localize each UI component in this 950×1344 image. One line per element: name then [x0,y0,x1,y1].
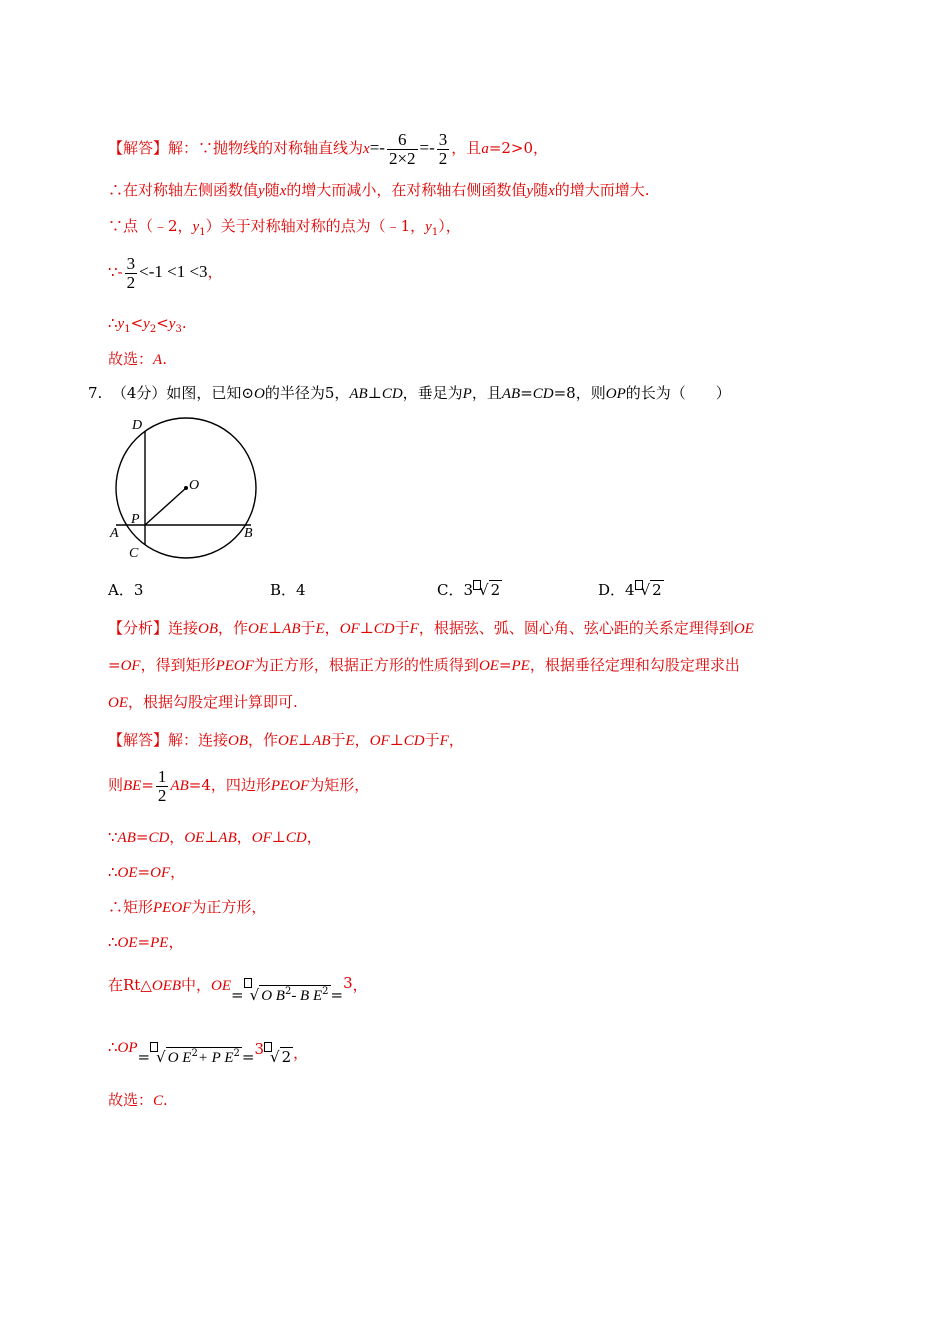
equals: =- [419,138,435,157]
equals: = [135,828,149,846]
subscript: 1 [199,227,206,238]
text: 为正方形， [191,898,267,916]
option-b[interactable] [270,580,306,600]
coefficient: 3 [254,1040,264,1058]
var-y: y [258,183,265,199]
numerator: 3 [126,253,136,273]
question-number: 7. [88,384,103,402]
equals: = [241,1048,255,1066]
var: AB [117,830,136,846]
analysis-tag: 【分析】 [108,619,169,637]
var-y: y [192,219,200,235]
term: - B E [291,988,323,1004]
text: 随 [533,181,549,199]
var: AB [218,830,237,846]
var: CD [285,830,307,846]
text: 于 [424,731,440,749]
analysis-line-1 [108,618,754,639]
option-value: 4 [296,581,306,599]
text: ，根据弦、弧、圆心角、弦心距的关系定理得到 [418,619,734,637]
var: E [315,621,325,637]
answer-tag: 【解答】 [108,731,169,749]
text: ， [293,1044,309,1062]
solution-line-7 [108,968,368,1004]
var: AB [282,621,301,637]
radicand [259,985,330,1004]
analysis-line-2 [108,655,740,676]
equals: = [141,776,154,794]
text: ，得到矩形 [140,656,216,674]
circle-figure [105,412,265,562]
var-y: y [168,316,176,332]
subscript: 1 [431,227,439,238]
solution-line-4 [108,862,185,883]
denominator: 2 [157,785,167,805]
text: 解：∵抛物线的对称轴直线为 [168,139,364,157]
radicand: 2 [490,581,501,599]
text: 中， [181,976,212,994]
sqrt-expression-op [138,1048,255,1066]
var: F [439,733,449,749]
solution-line-symmetric-point [108,216,461,243]
equals: = [137,863,151,881]
segment-op [145,488,186,525]
var-x: x [548,183,555,199]
analysis-line-3 [108,692,298,713]
var: OE [117,935,138,951]
equals: = [498,656,512,674]
text: ∴ [108,933,118,951]
text: . [163,1091,168,1109]
solution-line-monotonic [108,180,650,201]
answer-tag: 【解答】 [108,139,169,157]
text: 连接 [168,619,199,637]
subscript: 3 [175,324,182,335]
text: 为正方形，根据正方形的性质得到 [253,656,479,674]
text: ）关于对称轴对称的点为（﹣1， [205,217,426,235]
var: OP [117,1040,138,1056]
text: ，且 [471,384,502,402]
var: PEOF [153,900,192,916]
option-d[interactable] [598,580,664,600]
option-value: 3 [133,581,144,599]
coefficient: 3 [463,581,474,599]
equals: = [520,384,533,402]
less-than: < [156,314,169,332]
text: ，且 [451,139,482,157]
solution-line-1 [108,730,464,751]
var: PE [511,658,530,674]
option-label: B． [270,581,297,599]
text: 在Rt△ [108,976,152,994]
var: F [409,621,419,637]
equals: = [231,986,244,1004]
var: CD [532,386,554,402]
sqrt-expression-oe [231,986,343,1004]
var: OF [251,830,272,846]
text: ， [324,619,340,637]
perp: ⊥ [389,731,404,749]
option-label: A． [108,581,134,599]
equals: = [108,656,121,674]
radical-sign: √ [479,581,489,599]
label-d: D [132,418,143,433]
subscript: 2 [149,324,157,335]
fraction-3-over-2 [437,131,450,168]
label-o: O [189,478,200,493]
solution-line-8 [108,1032,308,1068]
fraction-6-over-4 [387,131,418,168]
text: ，作 [248,731,279,749]
text: 随 [264,181,280,199]
perp: ⊥ [271,828,286,846]
perp: ⊥ [367,384,382,402]
var: OP [605,386,626,402]
text: ， [169,828,185,846]
option-c[interactable] [437,580,502,600]
fraction-3-over-2 [125,255,138,292]
var: OE [211,978,232,994]
numerator: 3 [438,129,448,149]
radical-sign: √ [270,1048,280,1066]
var-y: y [117,316,125,332]
text: ∵点（﹣2， [108,217,193,235]
final-answer-line [108,1090,168,1111]
subscript: 1 [124,324,131,335]
text: 则 [108,776,124,794]
solution-line-axis [108,128,548,168]
var: AB [349,386,368,402]
text: 的半径为5， [264,384,350,402]
var: OF [369,733,390,749]
perp: ⊥ [268,619,283,637]
var: AB [501,386,521,402]
text: ∴ [108,863,118,881]
perp: ⊥ [204,828,219,846]
var: CD [373,621,395,637]
perp: ⊥ [359,619,374,637]
radical-sign: √ [249,986,260,1004]
label-c: C [129,546,139,561]
var: OE [733,621,754,637]
text: . [162,350,167,368]
equals: = [330,986,344,1004]
equals: = [137,1048,151,1066]
center-dot [184,486,188,490]
term: O B [261,988,285,1004]
text: ， [170,863,186,881]
label-b: B [244,526,253,541]
var: OE [108,695,128,711]
solution-line-inequality [108,252,223,292]
exponent: 2 [322,986,329,997]
answer-choice-line [108,349,167,370]
var: CD [381,386,403,402]
label-p: P [131,512,140,527]
sqrt-2 [264,1048,293,1066]
text: ， [354,731,370,749]
var: OF [339,621,360,637]
text: 于 [330,731,346,749]
text: ∴在对称轴左侧函数值 [108,181,259,199]
var: OE [278,733,299,749]
var: AB [312,733,331,749]
label-a: A [110,526,119,541]
var: OF [120,658,141,674]
text: ，垂足为 [402,384,463,402]
var-y: y [143,316,150,332]
text: ，作 [218,619,249,637]
var-y: y [425,219,432,235]
text: ）， [438,217,461,235]
var-x: x [279,183,287,199]
solution-line-5 [108,897,266,918]
var: P [462,386,472,402]
text: 的长为（ ） [625,384,731,402]
solution-line-2 [108,764,369,806]
answer-letter: C [153,1093,164,1109]
text: ， [168,933,184,951]
exponent: 2 [284,986,292,997]
term: O E [167,1050,192,1066]
var: CD [148,830,170,846]
text: ， [236,828,252,846]
inequality-chain: <-1 <1 <3 [139,262,208,281]
var: OE [248,621,269,637]
text: =4，四边形 [188,776,271,794]
var: CD [403,733,425,749]
text: ∵- [108,263,123,281]
text: 的增大而减小，在对称轴右侧函数值 [286,181,527,199]
var: OE [117,865,138,881]
var: OEB [151,978,182,994]
var: OB [228,733,249,749]
text: ∴矩形 [108,898,154,916]
text: 故选： [108,350,154,368]
term: + P E [197,1050,234,1066]
var: OB [198,621,219,637]
exponent: 2 [233,1048,240,1059]
var-a: a [481,141,489,157]
radical-sign: √ [640,581,651,599]
radicand: 2 [652,581,662,599]
text: 的增大而增大. [554,181,650,199]
text: =2>0， [488,139,549,157]
text: ， [448,731,464,749]
equals: = [137,933,151,951]
perp: ⊥ [298,731,313,749]
answer-letter: A [153,352,163,368]
var: OE [184,830,205,846]
radicand [166,1047,242,1066]
result: 3 [343,974,353,992]
text: 故选： [108,1091,154,1109]
text: ，根据勾股定理计算即可. [128,693,298,711]
solution-line-conclusion [108,313,187,340]
coefficient: 4 [625,581,635,599]
text: 于 [394,619,410,637]
radicand: 2 [281,1048,292,1066]
text: ∴ [108,1038,118,1056]
var: OF [150,865,171,881]
text: . [181,314,187,332]
var: OE [478,658,499,674]
denominator: 2 [438,148,448,168]
question-7 [88,383,731,404]
text: ∴ [108,314,118,332]
text: 解：连接 [168,731,229,749]
var-x: x [363,141,370,157]
denominator: 2 [126,272,136,292]
fraction-1-over-2 [156,768,169,805]
exponent: 2 [191,1048,198,1059]
radical-sign: √ [156,1048,166,1066]
numerator: 1 [157,766,167,786]
var: PE [150,935,169,951]
var-y: y [526,183,534,199]
solution-line-6 [108,932,183,953]
var: E [345,733,355,749]
var: O [253,386,265,402]
text: ，根据垂径定理和勾股定理求出 [529,656,740,674]
solution-line-3 [108,827,322,848]
text: =8，则 [553,384,606,402]
var: PEOF [270,778,310,794]
numerator: 6 [387,131,418,150]
text: ， [352,976,368,994]
text: ， [306,828,322,846]
text: 为矩形， [309,776,370,794]
option-label: D． [598,581,626,599]
option-label: C． [437,581,464,599]
text: ∵ [108,828,118,846]
text: ， [207,263,223,281]
var: AB [170,778,189,794]
var: BE [123,778,142,794]
text: （4分）如图，已知⊙ [111,384,254,402]
equals: =- [369,138,385,157]
option-a[interactable] [108,580,143,600]
denominator: 2×2 [388,148,416,168]
less-than: < [130,314,144,332]
text: 于 [300,619,316,637]
var: PEOF [215,658,254,674]
